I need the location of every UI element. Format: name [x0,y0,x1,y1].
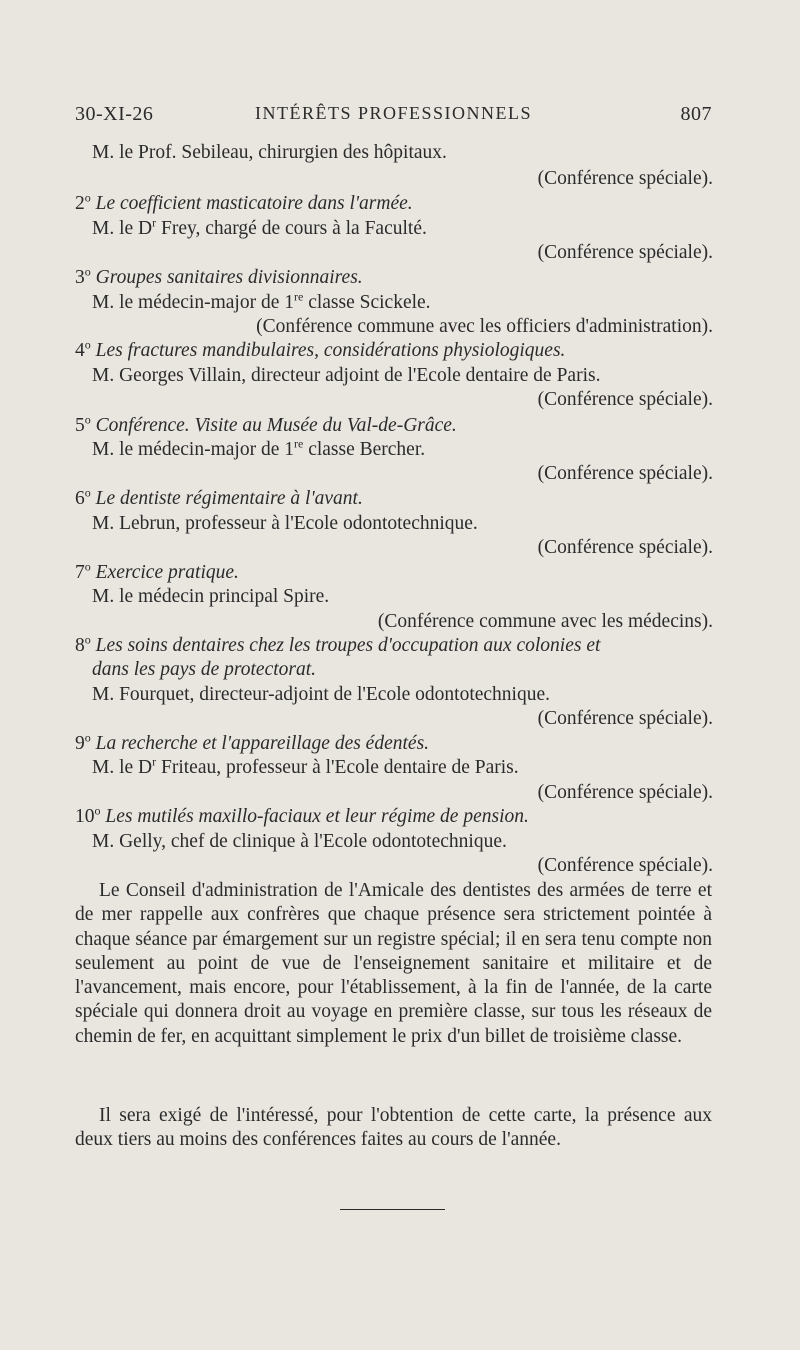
header-title: INTÉRÊTS PROFESSIONNELS [255,103,533,123]
conference-type: (Conférence spéciale). [537,389,713,410]
topic-line: 2$^o$ Le coefficient masticatoire dans l'armée. [75,190,413,214]
speaker-line: M. Gelly, chef de clinique à l'Ecole odontotechnique. [92,831,507,852]
conference-type: (Conférence spéciale). [537,168,713,189]
speaker-line: M. le médecin principal Spire. [92,586,330,607]
conference-type: (Conférence commune avec les médecins). [377,611,713,632]
speaker-line: M. Georges Villain, directeur adjoint de l'Ecole dentaire de Paris. [92,365,601,386]
topic-line: 4$^o$ Les fractures mandibulaires, considérations physiologiques. [75,337,566,361]
header-date: 30-XI-26 [75,103,154,125]
topic-line: 6$^o$ Le dentiste régimentaire à l'avant. [75,485,363,509]
speaker-line: M. le $D^r$ Friteau, professeur à l'Ecole dentaire de Paris. [92,754,519,778]
topic-line: 10$^o$ Les mutilés maxillo-faciaux et leur régime de pension. [75,803,529,827]
speaker-line: M. le médecin-major de 1re classe Bercher. [92,436,426,460]
speaker-line: M. le Prof. Sebileau, chirurgien des hôpitaux. [92,142,447,163]
topic-line-continued: dans les pays de protectorat. [92,659,317,680]
topic-line: 7$^o$ Exercice pratique. [75,559,239,583]
conference-type: (Conférence spéciale). [537,242,713,263]
conference-type: (Conférence spéciale). [537,855,713,876]
speaker-line: M. Lebrun, professeur à l'Ecole odontotechnique. [92,513,478,534]
conference-type: (Conférence spéciale). [537,782,713,803]
section-divider [340,1209,445,1210]
body-paragraph: Le Conseil d'administration de l'Amicale des dentistes des armées de terre et de mer rappelle aux confrères que chaque présence sera strictement pointée à chaque séance par émargement sur un registre spécial; il en sera tenu compte non seulement au point de vue de l'enseignement sanitaire et militaire et de l'avancement, mais encore, pour l'établissement, à la fin de l'année, de la carte spéciale qui donnera droit au voyage en première classe, sur tous les réseaux de chemin de fer, en acquittant simplement le prix d'un billet de troisième classe. [75,880,712,1047]
topic-line: 8$^o$ Les soins dentaires chez les troupes d'occupation aux colonies et [75,632,601,656]
topic-line: 5$^o$ Conférence. Visite au Musée du Val-de-Grâce. [75,412,457,436]
body-paragraph: Il sera exigé de l'intéressé, pour l'obtention de cette carte, la présence aux deux tiers au moins des conférences faites au cours de l'année. [75,1105,712,1151]
speaker-line: M. le $D^r$ Frey, chargé de cours à la Faculté. [92,215,427,239]
topic-line: 3$^o$ Groupes sanitaires divisionnaires. [75,264,363,288]
speaker-line: M. le médecin-major de 1re classe Scickele. [92,289,431,313]
conference-type: (Conférence spéciale). [537,463,713,484]
running-header [75,103,712,131]
conference-type: (Conférence commune avec les officiers d'administration). [256,316,713,337]
speaker-line: M. Fourquet, directeur-adjoint de l'Ecole odontotechnique. [92,684,550,705]
conference-type: (Conférence spéciale). [537,708,713,729]
topic-line: 9$^o$ La recherche et l'appareillage des édentés. [75,730,430,754]
conference-type: (Conférence spéciale). [537,537,713,558]
page-number: 807 [680,103,712,125]
